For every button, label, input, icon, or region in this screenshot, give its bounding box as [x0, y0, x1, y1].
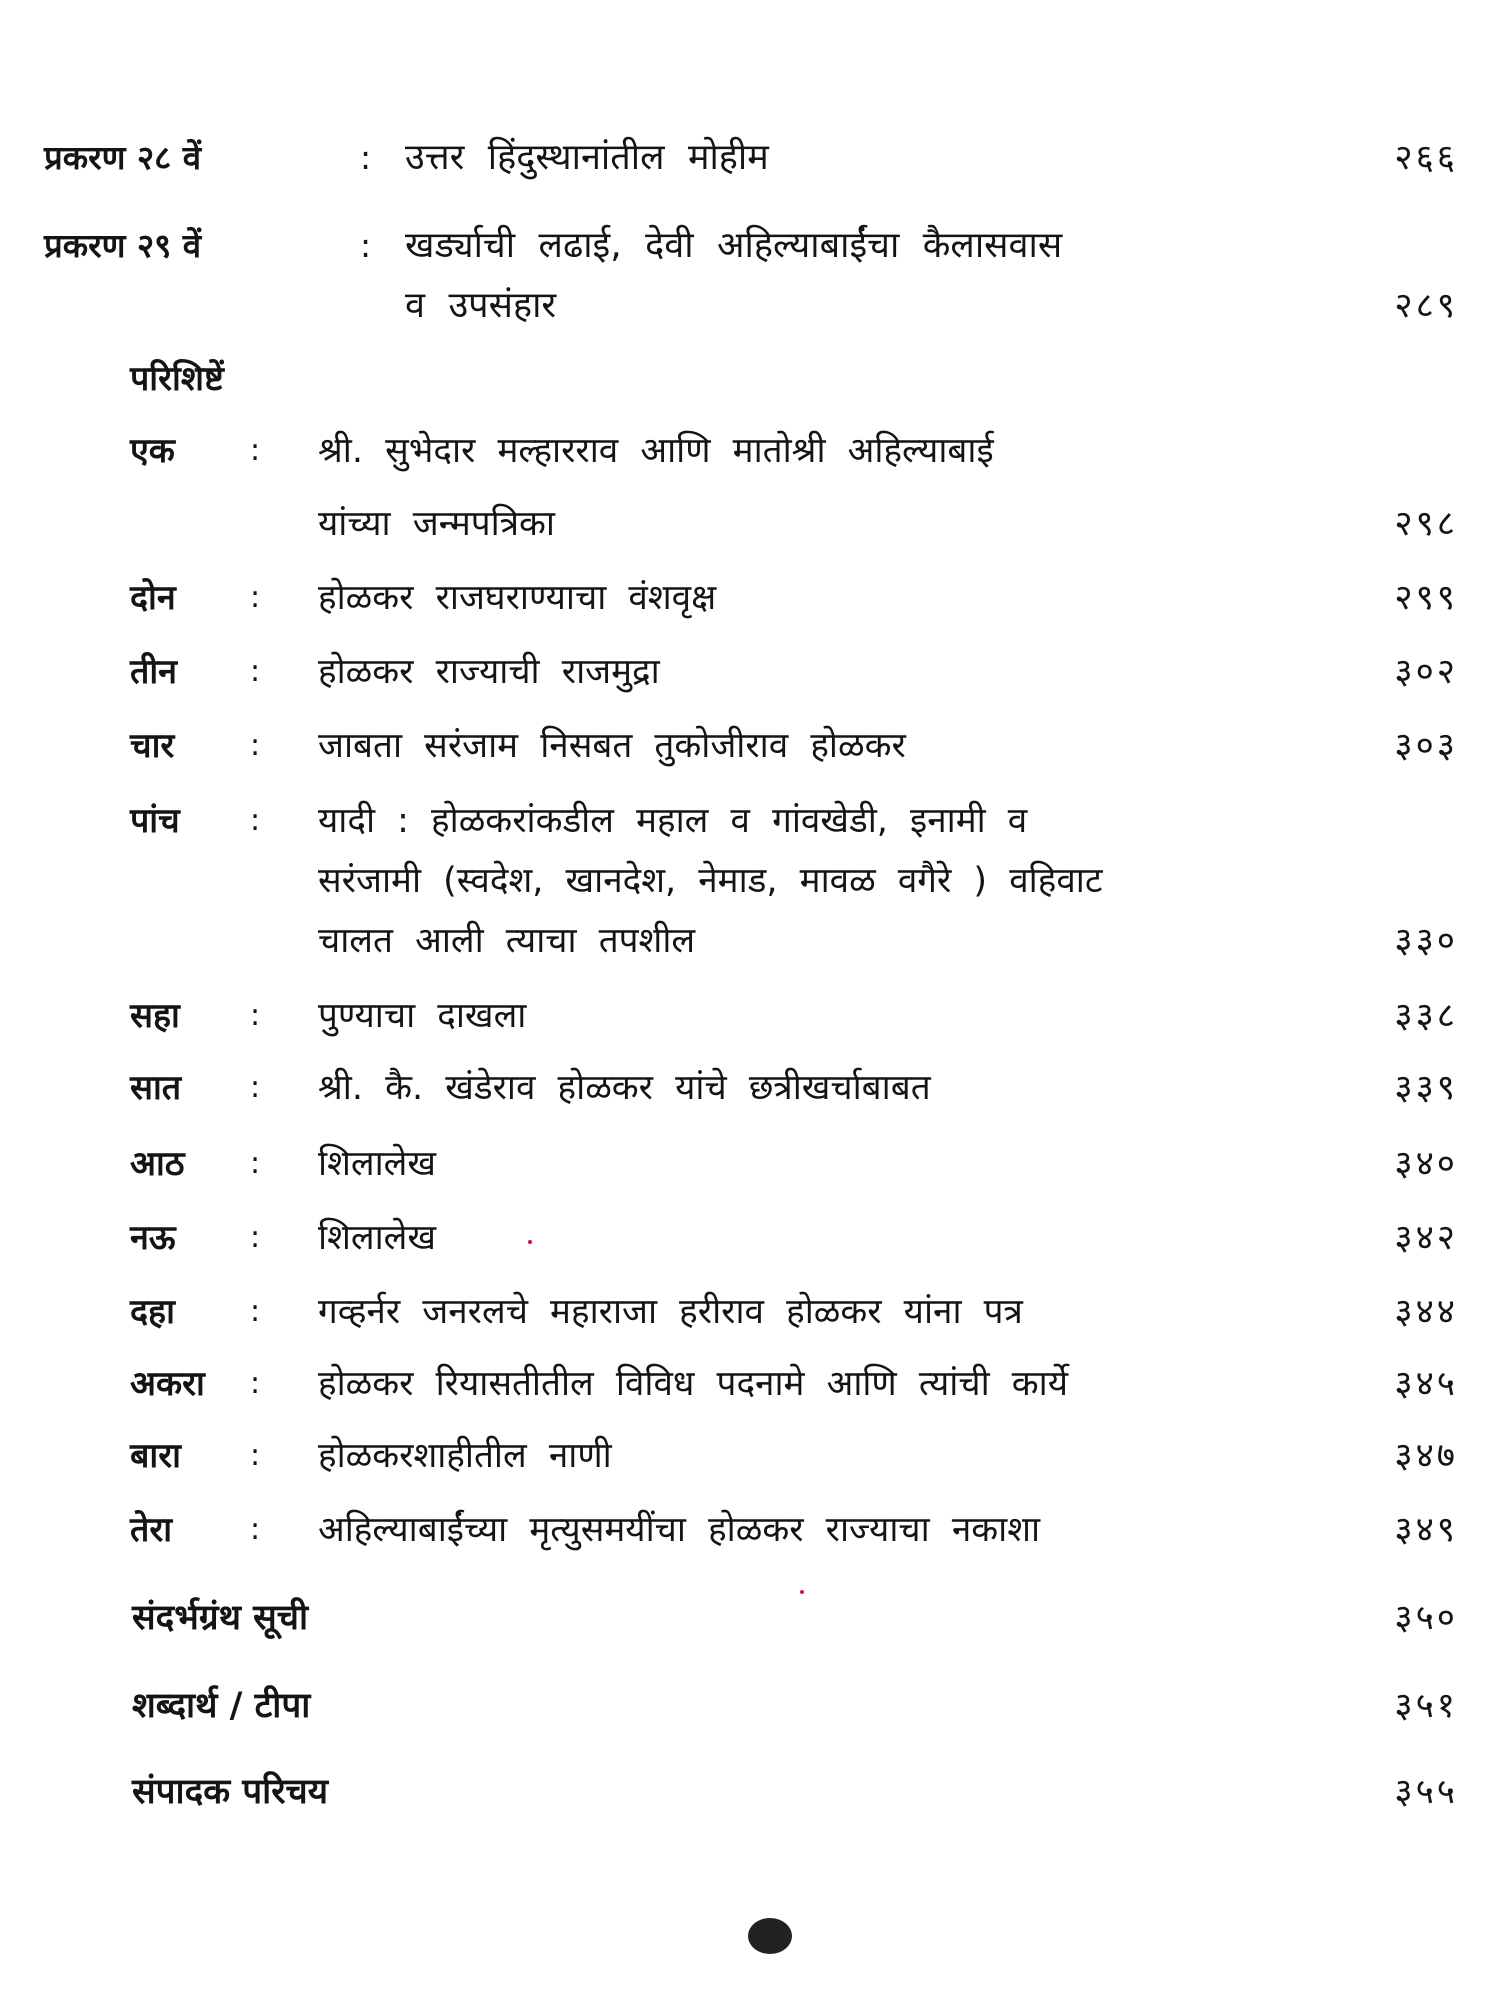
editor-intro-label: संपादक परिचय: [132, 1772, 329, 1812]
colon: :: [250, 1366, 261, 1401]
page-number: ३५५: [1394, 1772, 1458, 1812]
appendix-title: अहिल्याबाईंच्या मृत्युसमयींचा होळकर राज्याचा नकाशा: [318, 1510, 1041, 1550]
page-number: ३३९: [1394, 1068, 1458, 1108]
appendix-title: होळकर राजघराण्याचा वंशवृक्ष: [318, 578, 717, 618]
glossary-label: शब्दार्थ / टीपा: [132, 1686, 311, 1726]
toc-entry-chapter-29-cont: [0, 270, 1500, 342]
colon: :: [250, 1146, 261, 1181]
appendix-heading-row: [0, 343, 1500, 415]
toc-entry-chapter-28: [0, 122, 1500, 194]
chapter-label: प्रकरण २९ वें: [44, 226, 202, 265]
appendix-title: शिलालेख: [318, 1144, 437, 1184]
colon: :: [250, 1438, 261, 1473]
toc-entry-glossary: [0, 1670, 1500, 1742]
appendix-label: दहा: [130, 1292, 175, 1332]
page-number: २९९: [1394, 578, 1458, 618]
page-number: ३४७: [1394, 1436, 1458, 1476]
appendix-entry-11: [0, 1348, 1500, 1420]
page-number: ३०३: [1394, 726, 1458, 766]
toc-entry-bibliography: [0, 1582, 1500, 1654]
appendix-label: बारा: [130, 1436, 181, 1476]
appendix-entry-3: [0, 636, 1500, 708]
appendix-title: श्री. कै. खंडेराव होळकर यांचे छत्रीखर्चाबाबत: [318, 1068, 931, 1108]
colon: :: [250, 803, 261, 838]
page-number: ३४२: [1394, 1218, 1458, 1258]
page-number: ३४४: [1394, 1292, 1458, 1332]
ink-speck: [800, 1590, 804, 1594]
appendix-title: होळकर रियासतीतील विविध पदनामे आणि त्यांची कार्ये: [318, 1364, 1069, 1404]
colon: :: [250, 654, 261, 689]
colon: :: [250, 1070, 261, 1105]
appendix-entry-9: [0, 1202, 1500, 1274]
colon: :: [360, 138, 372, 177]
page-number: ३३८: [1394, 996, 1458, 1036]
appendix-entry-1-cont: [0, 488, 1500, 560]
appendix-label: सात: [130, 1068, 182, 1108]
appendix-entry-1: [0, 415, 1500, 487]
page-number: ३०२: [1394, 652, 1458, 692]
appendix-entry-5-cont-2: [0, 905, 1500, 977]
colon: :: [250, 728, 261, 763]
colon: :: [250, 998, 261, 1033]
colon: :: [250, 580, 261, 615]
bibliography-label: संदर्भग्रंथ सूची: [132, 1598, 309, 1638]
appendix-title: गव्हर्नर जनरलचे महाराजा हरीराव होळकर यांना पत्र: [318, 1292, 1023, 1332]
appendix-label: दोन: [130, 578, 176, 618]
colon: :: [250, 1512, 261, 1547]
page-number: ३५१: [1394, 1686, 1458, 1726]
page-number: ३४९: [1394, 1510, 1458, 1550]
appendix-entry-4: [0, 710, 1500, 782]
appendix-label: एक: [130, 431, 175, 471]
page-number: २९८: [1394, 504, 1458, 544]
appendix-title: होळकरशाहीतील नाणी: [318, 1436, 612, 1476]
appendix-entry-6: [0, 980, 1500, 1052]
page-number: २६६: [1394, 138, 1458, 178]
appendix-label: चार: [130, 726, 175, 766]
appendix-heading: परिशिष्टें: [130, 359, 224, 399]
appendix-entry-8: [0, 1128, 1500, 1200]
chapter-title-continued: व उपसंहार: [405, 285, 557, 326]
appendix-entry-7: [0, 1052, 1500, 1124]
appendix-label: पांच: [130, 801, 180, 841]
page-number: २८९: [1394, 286, 1458, 326]
chapter-label: प्रकरण २८ वें: [44, 138, 202, 177]
appendix-label: अकरा: [130, 1364, 205, 1404]
page-folio-mark: [748, 1918, 792, 1954]
appendix-title-continued: सरंजामी (स्वदेश, खानदेश, नेमाड, मावळ वगैरे ) वहिवाट: [318, 861, 1103, 901]
toc-entry-editor-intro: [0, 1756, 1500, 1828]
appendix-label: तीन: [130, 652, 178, 692]
chapter-title: उत्तर हिंदुस्थानांतील मोहीम: [405, 137, 769, 178]
appendix-label: सहा: [130, 996, 180, 1036]
page-number: ३४०: [1394, 1144, 1458, 1184]
appendix-title: जाबता सरंजाम निसबत तुकोजीराव होळकर: [318, 726, 906, 766]
appendix-label: तेरा: [130, 1510, 173, 1550]
appendix-entry-13: [0, 1494, 1500, 1566]
appendix-title-continued: चालत आली त्याचा तपशील: [318, 921, 696, 961]
appendix-entry-10: [0, 1276, 1500, 1348]
appendix-title: शिलालेख: [318, 1218, 437, 1258]
chapter-title: खर्ड्याची लढाई, देवी अहिल्याबाईंचा कैलासवास: [405, 225, 1063, 266]
colon: :: [250, 1220, 261, 1255]
page-number: ३४५: [1394, 1364, 1458, 1404]
colon: :: [360, 226, 372, 265]
appendix-title: होळकर राज्याची राजमुद्रा: [318, 652, 660, 692]
page-number: ३५०: [1394, 1598, 1458, 1638]
appendix-title: यादी : होळकरांकडील महाल व गांवखेडी, इनामी व: [318, 801, 1028, 841]
colon: :: [250, 433, 261, 468]
appendix-title: श्री. सुभेदार मल्हारराव आणि मातोश्री अहिल्याबाई: [318, 431, 994, 471]
appendix-entry-12: [0, 1420, 1500, 1492]
appendix-label: नऊ: [130, 1218, 176, 1258]
page-number: ३३०: [1394, 921, 1458, 961]
colon: :: [250, 1294, 261, 1329]
appendix-title: पुण्याचा दाखला: [318, 996, 527, 1036]
appendix-title-continued: यांच्या जन्मपत्रिका: [318, 504, 555, 544]
appendix-entry-2: [0, 562, 1500, 634]
ink-speck: [528, 1240, 532, 1244]
appendix-label: आठ: [130, 1144, 185, 1184]
